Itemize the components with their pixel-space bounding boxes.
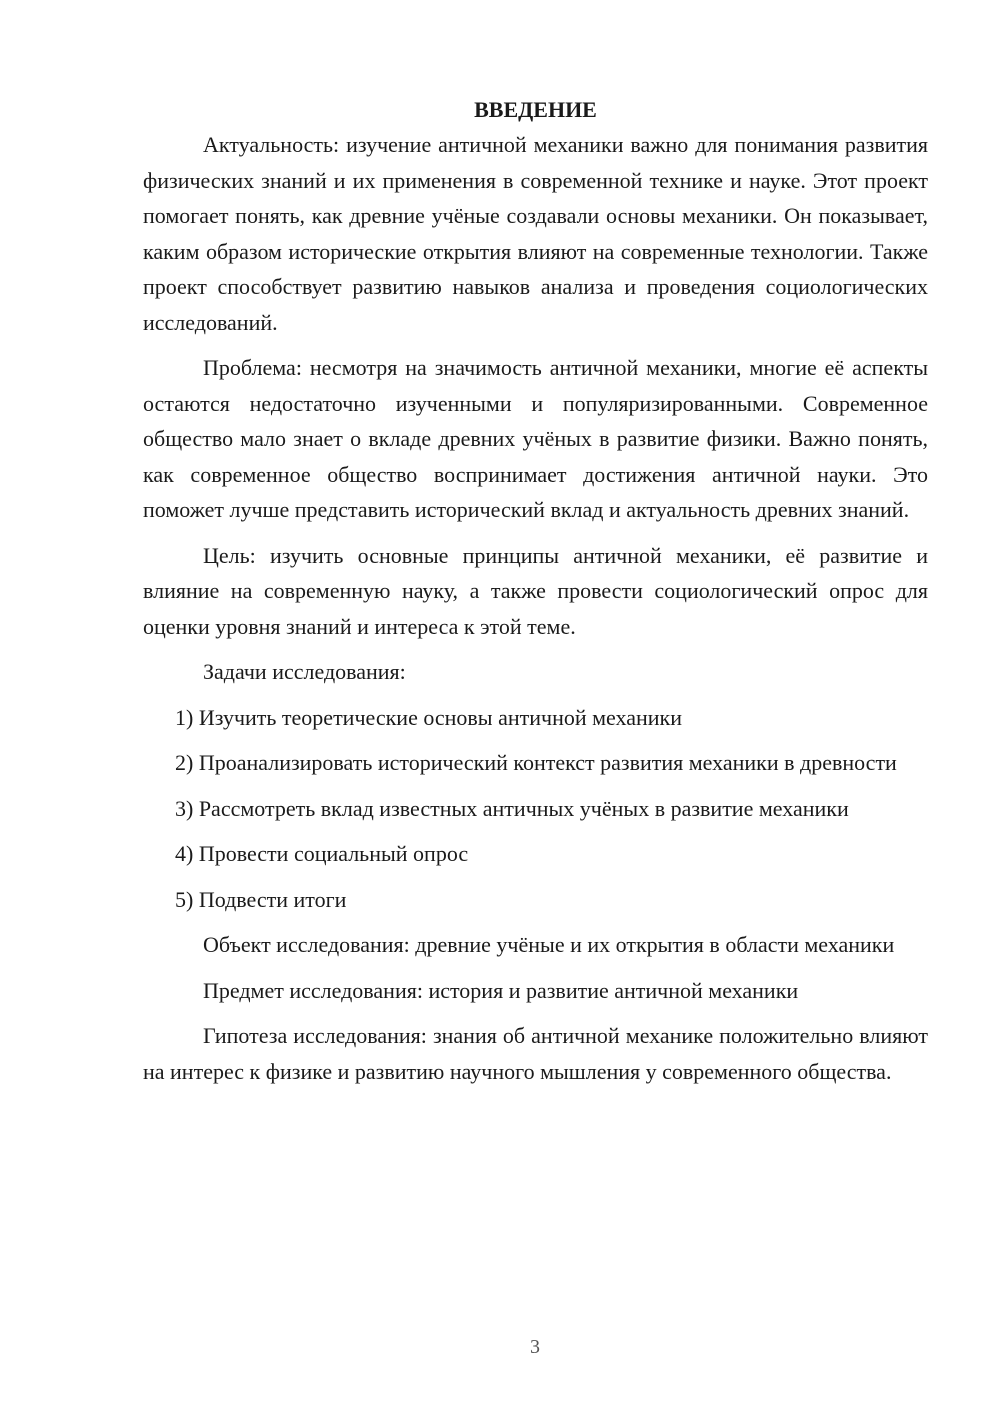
- page-title: ВВЕДЕНИЕ: [474, 97, 597, 122]
- tasks-heading: Задачи исследования:: [203, 659, 406, 684]
- page-number: 3: [530, 1336, 540, 1358]
- paragraph-subject: Предмет исследования: история и развитие античной механики: [203, 977, 799, 1003]
- task-item-3: 3) Рассмотреть вклад известных античных учёных в развитие механики: [175, 795, 849, 821]
- paragraph-object: Объект исследования: древние учёные и их открытия в области механики: [203, 932, 895, 957]
- paragraph-relevance: Актуальность: изучение античной механики важно для понимания развития физических знаний и их применения в современной технике и науке. Этот проект помогает понять, как древние учёные создавали основы механики. Он показывает, каким образом исторические открытия влияют на современные технологии. Также проект способствует развитию навыков анализа и проведения социологических исследований.: [143, 132, 928, 335]
- task-item-2: 2) Проанализировать исторический контекст развития механики в древности: [175, 750, 897, 775]
- paragraph-hypothesis: Гипотеза исследования: знания об античной механике положительно влияют на интерес к физике и развитию научного мышления у современного общества.: [143, 1023, 928, 1084]
- paragraph-problem: Проблема: несмотря на значимость античной механики, многие её аспекты остаются недостаточно изученными и популяризированными. Современное общество мало знает о вкладе древних учёных в развитие физики. Важно понять, как современное общество воспринимает достижения античной науки. Это поможет лучше представить исторический вклад и актуальность древних знаний.: [143, 355, 928, 522]
- paragraph-goal: Цель: изучить основные принципы античной механики, её развитие и влияние на современную науку, а также провести социологический опрос для оценки уровня знаний и интереса к этой теме.: [143, 542, 928, 639]
- task-item-5: 5) Подвести итоги: [175, 886, 347, 912]
- task-item-4: 4) Провести социальный опрос: [175, 841, 469, 866]
- document-page: [143, 92, 928, 1099]
- task-item-1: 1) Изучить теоретические основы античной механики: [175, 704, 682, 730]
